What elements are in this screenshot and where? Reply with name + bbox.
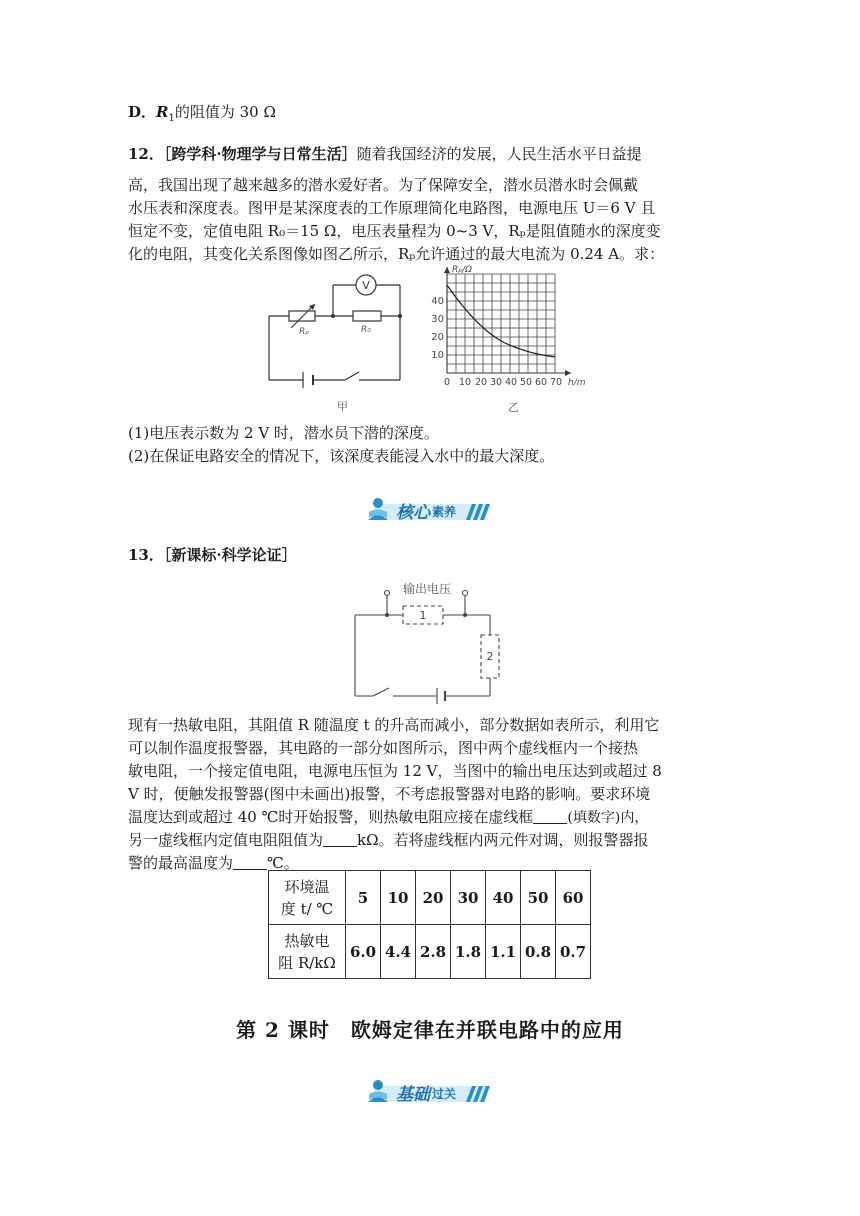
option-letter: D． [128, 103, 157, 121]
answer-blank-box-number[interactable] [533, 809, 567, 824]
figure-b-graph [425, 263, 600, 418]
option-sub: 1 [168, 113, 175, 124]
table-cell: 40 [486, 871, 521, 925]
q13-para6-a: 另一虚线框内定值电阻阻值为 [128, 831, 324, 849]
table-cell: 1.1 [486, 925, 521, 979]
row-header-line: 热敏电 [284, 931, 330, 950]
x-tick: 50 [519, 377, 533, 388]
q13-para5-a: 温度达到或超过 40 ℃时开始报警，则热敏电阻应接在虚线框 [128, 808, 534, 826]
box2-label: 2 [486, 650, 494, 663]
q13-para5 [128, 806, 648, 829]
thermistor-table [268, 870, 591, 979]
x-tick: 30 [489, 377, 503, 388]
row-header-line: 环境温 [284, 877, 330, 896]
row-header [269, 925, 346, 979]
lesson-heading: 第 2 课时 欧姆定律在并联电路中的应用 [236, 1018, 624, 1042]
q13-tag: ［新课标·科学论证］ [163, 546, 297, 564]
q13-para6 [128, 829, 649, 851]
book-person-icon [366, 496, 390, 522]
q12-text-1: 随着我国经济的发展，人民生活水平日益提 [356, 145, 642, 163]
x-axis-label: h/m [568, 378, 586, 388]
table-cell: 60 [556, 871, 591, 925]
q13-para6-b: kΩ。若将虚线框内两元件对调，则报警器报 [357, 831, 649, 849]
r0-label: R₀ [361, 325, 371, 335]
y-tick: 40 [431, 296, 444, 307]
book-person-icon [366, 1078, 390, 1104]
q13-number: 13． [128, 546, 164, 564]
table-cell: 2.8 [416, 925, 451, 979]
rp-label: Rₚ [299, 327, 310, 337]
q12-sub1: (1)电压表示数为 2 V 时，潜水员下潜的深度。 [128, 424, 439, 442]
x-tick: 20 [474, 377, 488, 388]
banner-title: 基础 [396, 1085, 430, 1105]
rp-resistor [289, 311, 315, 321]
q13-header [128, 544, 297, 566]
figure-a-circuit [255, 268, 415, 418]
q12-line2: 高，我国出现了越来越多的潜水爱好者。为了保障安全，潜水员潜水时会佩戴 [128, 176, 639, 194]
q11-option-d [128, 101, 276, 130]
table-row-resistance [269, 925, 591, 979]
x-tick: 40 [504, 377, 518, 388]
voltmeter-label: V [362, 279, 370, 292]
row-header-line: 度 t/ ℃ [280, 899, 334, 918]
table-cell: 50 [521, 871, 556, 925]
output-voltage-label: 输出电压 [403, 582, 452, 596]
q13-para7-b: ℃。 [267, 854, 299, 872]
q12-line3: 水压表和深度表。图甲是某深度表的工作原理简化电路图，电源电压 U＝6 V 且 [128, 199, 656, 217]
table-cell: 0.7 [556, 925, 591, 979]
q13-para4: V 时，便触发报警器(图中未画出)报警，不考虑报警器对电路的影响。要求环境 [128, 785, 651, 803]
q12-line1 [128, 143, 642, 165]
box1-label: 1 [419, 609, 427, 622]
banner-subtitle: 过关 [432, 1087, 457, 1101]
option-text: 的阻值为 30 Ω [174, 103, 276, 121]
table-cell: 6.0 [346, 925, 381, 979]
graph-grid [447, 274, 555, 373]
table-cell: 30 [451, 871, 486, 925]
q13-para2: 可以制作温度报警器，其电路的一部分如图所示，图中两个虚线框内一个接热 [128, 739, 639, 757]
y-tick: 10 [431, 350, 444, 361]
x-tick: 60 [534, 377, 548, 388]
q13-circuit-figure [345, 578, 515, 706]
x-tick: 10 [458, 377, 472, 388]
q13-para7-a: 警的最高温度为 [128, 854, 234, 872]
table-cell: 5 [346, 871, 381, 925]
banner-subtitle: 素养 [432, 505, 457, 519]
table-cell: 0.8 [521, 925, 556, 979]
stripe-icon [466, 504, 492, 524]
y-tick: 30 [431, 314, 444, 325]
table-cell: 20 [416, 871, 451, 925]
x-tick: 0 [443, 377, 451, 388]
r0-resistor [353, 311, 381, 321]
q12-tag: ［跨学科·物理学与日常生活］ [163, 145, 357, 163]
table-row-temperature [269, 871, 591, 925]
q13-para3: 敏电阻，一个接定值电阻，电源电压恒为 12 V，当图中的输出电压达到或超过 8 [128, 762, 662, 780]
q13-para1: 现有一热敏电阻，其阻值 R 随温度 t 的升高而减小，部分数据如表所示，利用它 [128, 716, 660, 734]
q12-line5: 化的电阻，其变化关系图像如图乙所示，Rₚ允许通过的最大电流为 0.24 A。求： [128, 245, 665, 263]
basic-pass-banner [366, 1078, 496, 1106]
table-cell: 1.8 [451, 925, 486, 979]
core-literacy-banner [366, 496, 496, 524]
row-header [269, 871, 346, 925]
answer-blank-resistance[interactable] [323, 832, 357, 847]
table-cell: 10 [381, 871, 416, 925]
option-var: R [156, 103, 169, 121]
q12-number: 12． [128, 145, 164, 163]
q12-sub2: (2)在保证电路安全的情况下，该深度表能浸入水中的最大深度。 [128, 447, 555, 465]
fig-b-caption: 乙 [508, 401, 519, 414]
row-header-line: 阻 R/kΩ [278, 953, 336, 972]
y-tick: 20 [431, 332, 444, 343]
fig-a-caption: 甲 [337, 400, 348, 413]
table-cell: 4.4 [381, 925, 416, 979]
banner-title: 核心 [396, 503, 430, 523]
answer-blank-temperature[interactable] [233, 855, 267, 870]
y-axis-label: Rₚ/Ω [452, 265, 473, 275]
x-tick: 70 [549, 377, 563, 388]
stripe-icon [466, 1086, 492, 1106]
q13-para5-b: (填数字)内， [567, 810, 649, 826]
q12-line4: 恒定不变，定值电阻 R₀＝15 Ω，电压表量程为 0~3 V，Rₚ是阻值随水的深度变 [128, 222, 661, 240]
